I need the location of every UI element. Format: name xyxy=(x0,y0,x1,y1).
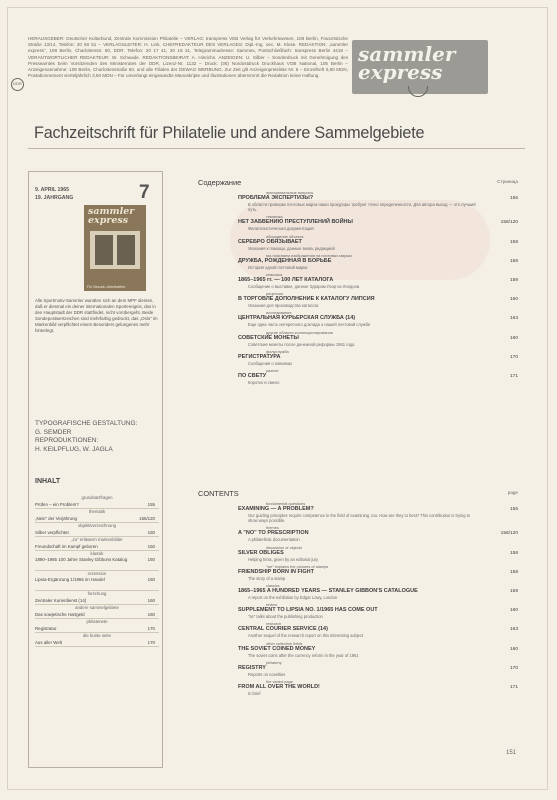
contents-entry xyxy=(198,641,518,658)
entry-page: 155 xyxy=(509,507,518,512)
entry-category: "we" explains the pictures of stamps xyxy=(266,563,329,569)
title-rule xyxy=(28,148,525,149)
issue-date: 9. APRIL 1965 xyxy=(35,187,70,193)
entry-description: Коротко и смело xyxy=(248,380,280,386)
toc-category: forschung xyxy=(87,591,107,596)
entry-title xyxy=(198,277,518,284)
entry-description: Сообщение о выставке, данное Эдгаром Лоэр из Лондона xyxy=(248,284,360,290)
toc-category: philatenete xyxy=(86,619,108,624)
brand-line-2: express xyxy=(358,60,443,84)
entry-description: Указания к помощи, данные вновь редакцией xyxy=(248,245,335,251)
toc-category: andere sammelgebiete xyxy=(75,605,119,610)
issue-number: 7 xyxy=(139,182,150,203)
entry-description: Helping hints, given by an editorial jury xyxy=(248,556,319,562)
issue-date-block xyxy=(35,186,73,202)
contents-entry xyxy=(198,583,518,600)
cover-thumbnail xyxy=(84,205,146,291)
entry-page: 159 xyxy=(509,278,518,284)
entry-title xyxy=(198,506,518,513)
toc-page: 160 xyxy=(147,598,155,603)
contents-entry xyxy=(198,310,518,327)
toc-row xyxy=(35,557,159,571)
contents-entry xyxy=(198,253,518,270)
entry-page: 163 xyxy=(509,316,518,322)
entry-page: 170 xyxy=(509,665,518,671)
entry-category: исследование xyxy=(266,310,292,316)
entry-title xyxy=(198,626,518,633)
inhalt-list xyxy=(35,495,159,647)
cover-title-1: sammler xyxy=(88,206,135,217)
toc-page: 155 xyxy=(147,502,155,507)
entry-description: "se" talks about the publishing production xyxy=(248,614,323,620)
entry-title xyxy=(198,373,518,380)
toc-category: „zu“ erläutern markenbilder xyxy=(71,537,123,542)
toc-title: Das sowjetische Hartgeld xyxy=(35,612,85,617)
entry-description: The soviet coins after the currency reform in the year of 1961 xyxy=(248,652,359,658)
stamp-left xyxy=(95,235,113,265)
toc-title: 1890–1965 100 Jahre Stanley Gibbons Katalog xyxy=(35,557,128,562)
contents-entry xyxy=(198,564,518,581)
cover-stamp-image xyxy=(90,231,140,269)
entry-title xyxy=(198,296,518,303)
toc-row xyxy=(35,639,159,647)
entry-title-text: REGISTRY xyxy=(238,664,266,671)
contents-entry xyxy=(198,190,518,212)
russian-page-header: Страница xyxy=(497,179,518,184)
toc-page: 150 xyxy=(147,557,155,562)
entry-category: обсуждение объекта xyxy=(266,233,304,239)
english-heading: CONTENTS xyxy=(198,489,239,498)
entry-description: История одной почтовой марки xyxy=(248,264,308,270)
entry-page: 170 xyxy=(509,354,518,360)
entry-page: 159 xyxy=(509,589,518,595)
entry-title xyxy=(198,550,518,557)
cover-title-2: express xyxy=(88,215,129,226)
entry-title-text: НЕТ ЗАБВЕНИЮ ПРЕСТУПЛЕНИЙ ВОЙНЫ xyxy=(238,219,353,226)
toc-row xyxy=(35,611,159,619)
toc-row xyxy=(35,543,159,551)
entry-page: 158 xyxy=(509,258,518,264)
entry-category: мы поясняем изображения на почтовых марках xyxy=(266,252,353,258)
brand-line-1: sammler xyxy=(358,42,456,66)
contents-entry xyxy=(198,660,518,677)
entry-title-text: 1865–1965 A HUNDRED YEARS — STANLEY GIBBON'S CATALOGUE xyxy=(238,588,418,595)
issue-sidebar xyxy=(28,171,163,768)
entry-description: A philatelistic documentation xyxy=(248,537,300,543)
toc-row xyxy=(35,501,159,509)
entry-title-text: РЕГИСТРАТУРА xyxy=(238,353,281,360)
entry-title-text: ПО СВЕТУ xyxy=(238,373,267,380)
entry-category: тематика xyxy=(266,214,283,220)
typo-name: G. SEMDER xyxy=(35,428,72,436)
entry-page: 155 xyxy=(509,196,518,201)
entry-title xyxy=(198,315,518,322)
entry-title-text: SUPPLEMENT TO LIPSIA NO. 1/1965 HAS COME OUT xyxy=(238,607,378,614)
entry-title xyxy=(198,239,518,246)
entry-title-text: СОВЕТСКИЕ МОНЕТЫ xyxy=(238,334,299,341)
entry-category: разное xyxy=(266,368,279,374)
credits xyxy=(35,420,137,454)
toc-page: 160 xyxy=(147,612,155,617)
toc-title: Freundschaft im Kampf geboren xyxy=(35,544,98,549)
contents-entry xyxy=(198,525,518,542)
russian-entry-list xyxy=(198,190,518,385)
entry-title-text: A "NO" TO PRESCRIPTION xyxy=(238,530,309,537)
entry-title-text: ДРУЖБА, РОЖДЕННАЯ В БОРЬБЕ xyxy=(238,257,332,264)
toc-page: 150 xyxy=(147,544,155,549)
toc-row xyxy=(35,577,159,591)
entry-page: 160 xyxy=(509,646,518,652)
toc-title: Silber verpflichtet xyxy=(35,530,69,535)
entry-title xyxy=(198,684,518,691)
entry-description: The story of a stamp xyxy=(248,575,286,581)
contents-entry xyxy=(198,368,518,385)
entry-description: In brief xyxy=(248,691,261,697)
entry-description: Советские монеты после денежной реформы 1961 года xyxy=(248,341,355,347)
entry-title-text: СЕРЕБРО ОБЯЗЫВАЕТ xyxy=(238,238,302,245)
toc-category: die bunte seite xyxy=(83,633,111,638)
toc-page: 170 xyxy=(147,640,155,645)
entry-category: принципиальные вопросы xyxy=(266,190,314,195)
entry-category: other collection fields xyxy=(266,640,303,646)
entry-description: Another sequel of the research report on this interesting subject xyxy=(248,633,364,639)
english-entry-list xyxy=(198,501,518,696)
toc-row xyxy=(35,529,159,537)
entry-category: review xyxy=(266,602,278,608)
publisher-logo: DDR xyxy=(11,78,24,91)
entry-category: fundamental questions xyxy=(266,501,306,506)
entry-category: другие области коллекционирования xyxy=(266,329,333,335)
toc-title: Registratur xyxy=(35,626,57,631)
entry-description: Our guiding principles require competence in the field of examining, too. How are they to best? This contribution is trying to show ways possible. xyxy=(248,513,471,524)
entry-description: A report on the exhibition by Edgar Lowy, London xyxy=(248,595,338,601)
masthead-imprint: HERAUSGEBER: Deutscher Kulturbund, Zentrale Kommission Philatelie – VERLAG: transpress VEB Verlag für Verkehrswesen, 108 Berlin, Französische Straße 13/14, Telefon: 20 50 51 – VERLAGSLEITER: H. Link, CHEFREDAKTEUR DES VERLAGES: Dipl.-Ing. oec. M. Klose. REDAKTION: „sammler express“, 108 Berlin, Charlottenstr. 60, DDR. Telefon: 20 17 41, 20 16 31, Telegrammadresse: Sammex, Postschließfach: transpress Berlin 4418 – VERANTWORTLICHER REDAKTEUR: W. Schwade. REDAKTIONSBEIRAT: A. Hinrichs. ANZEIGEN: U. Silber – Sonderdruck mit Genehmigung des Presseamtes beim Vorsitzenden des Ministerrates der DDR, Lizenz-Nr. 1132 – Druck: (36) Nordostdruck Druckhaus VOB National, 105 Berlin – Anzeigenannahme: 108 Berlin, Charlottenstraße 60, und alle Filialen der DEWAG WERBUNG. Zur Zeit gilt Anzeigenpreisliste Nr. 6 – Einzelheft 0,60 MDN, Postabonnement vierteljährlich 3,60 MDN – Für unverlangt eingesandte Manuskripte und Illustrationen übernimmt die Redaktion keine Haftung. xyxy=(28,36,348,79)
entry-category: discussion of objects xyxy=(266,544,302,550)
entry-category: philateny xyxy=(266,659,282,665)
sammler-express-logo xyxy=(352,40,488,94)
toc-category: rezension xyxy=(87,571,107,576)
issue-year: 19. JAHRGANG xyxy=(35,195,74,201)
page-title: Fachzeitschrift für Philatelie und andere Sammelgebiete xyxy=(34,124,425,142)
entry-title xyxy=(198,530,518,537)
toc-title: Prüfen – ein Problem? xyxy=(35,502,79,507)
entry-title xyxy=(198,258,518,265)
entry-title xyxy=(198,569,518,576)
english-contents xyxy=(198,487,518,698)
repro-label: REPRODUKTIONEN: xyxy=(35,437,99,444)
entry-category: филуслужба xyxy=(266,348,289,354)
entry-page: 171 xyxy=(509,685,518,691)
entry-category: research xyxy=(266,621,282,627)
entry-page: 158 xyxy=(509,569,518,575)
toc-row xyxy=(35,515,159,523)
contents-entry xyxy=(198,349,518,366)
russian-contents xyxy=(198,176,518,387)
toc-category: objektiverzeichnung xyxy=(78,523,116,528)
contents-entry xyxy=(198,272,518,289)
entry-page: 163 xyxy=(509,627,518,633)
russian-header xyxy=(198,176,518,190)
cover-title xyxy=(88,207,134,225)
contents-entry xyxy=(198,501,518,523)
entry-title-text: ЦЕНТРАЛЬНАЯ КУРЬЕРСКАЯ СЛУЖБА (14) xyxy=(238,315,356,322)
entry-page: 158 xyxy=(509,239,518,245)
entry-title-text: 1865–1965 гг. — 100 ЛЕТ КАТАЛОГА xyxy=(238,277,334,284)
toc-title: Zentraler Kurierdienst (14) xyxy=(35,598,87,603)
cover-description: Alle Sportmotiv-Sammler wandten sich an dem MPF dienten, daß er diesmal ein deiner internationalen Sportereignis, das in den Hauptstadt der DDR stattfindet, nicht vorübergeht. Beide Sondepostwertzeichen sind mehrfarbig gedruckt, das „Oslo“ im Markenbild verpflichtet einem Besonders gelungenes mehr hinterlegt. xyxy=(35,298,158,334)
entry-page: 160 xyxy=(509,608,518,614)
entry-title xyxy=(198,646,518,653)
toc-category: grundsatzfragen xyxy=(81,495,113,500)
entry-title-text: FROM ALL OVER THE WORLD! xyxy=(238,684,320,691)
toc-row xyxy=(35,597,159,605)
entry-category: themes xyxy=(266,525,279,531)
entry-page: 160 xyxy=(509,297,518,303)
entry-page: 171 xyxy=(509,374,518,380)
cover-subtitle: Für Besuch-Arbeitsleiter xyxy=(87,285,126,289)
entry-description: Филателистическая документация xyxy=(248,226,314,232)
contents-entry xyxy=(198,234,518,251)
entry-title-text: CENTRAL COURIER SERVICE (14) xyxy=(238,626,328,633)
repro-names: H. KEILPFLUG, W. JAGLA xyxy=(35,445,113,453)
entry-description: Еще одна часть интересного доклада о нашей почтовой службе xyxy=(248,322,371,328)
entry-category: the varied page xyxy=(266,679,293,685)
contents-entry xyxy=(198,330,518,347)
entry-page: 156/120 xyxy=(500,531,518,537)
entry-title xyxy=(198,354,518,361)
entry-category: классика xyxy=(266,272,283,278)
entry-title-text: EXAMINING — A PROBLEM? xyxy=(238,506,314,512)
entry-category: classics xyxy=(266,583,280,589)
entry-title xyxy=(198,219,518,226)
english-page-header: page xyxy=(507,490,518,495)
contents-entry xyxy=(198,545,518,562)
toc-category: thematik xyxy=(88,509,106,514)
entry-title xyxy=(198,588,518,595)
toc-page: 150 xyxy=(147,530,155,535)
contents-entry xyxy=(198,291,518,308)
entry-category: рецензия xyxy=(266,291,283,297)
entry-title xyxy=(198,665,518,672)
inhalt-heading: INHALT xyxy=(35,478,61,485)
toc-page: 160 xyxy=(147,577,155,582)
entry-title-text: FRIENDSHIP BORN IN FIGHT xyxy=(238,568,314,575)
toc-title: Aus aller Welt xyxy=(35,640,63,645)
entry-title xyxy=(198,195,518,202)
toc-title: „Nein“ der Verjährung xyxy=(35,516,77,521)
page-number: 151 xyxy=(506,750,517,756)
entry-description: Reports on novelties xyxy=(248,671,286,677)
toc-page: 156/120 xyxy=(139,516,155,521)
russian-heading: Содержание xyxy=(198,178,242,187)
toc-page: 170 xyxy=(147,626,155,631)
english-header xyxy=(198,487,518,501)
contents-entry xyxy=(198,679,518,696)
entry-description: Сообщения о новинках xyxy=(248,360,293,366)
contents-entry xyxy=(198,621,518,638)
entry-title-text: В ТОРГОВЛЕ ДОПОЛНЕНИЕ К КАТАЛОГУ ЛИПСИЯ xyxy=(238,296,375,303)
entry-title xyxy=(198,335,518,342)
toc-row xyxy=(35,625,159,633)
stamp-right xyxy=(117,235,135,265)
entry-page: 158 xyxy=(509,550,518,556)
entry-title xyxy=(198,607,518,614)
entry-description: В области проверки почтовых марок наши прокуроры требуют точно определенности. Для автора выход — это лучший путь. xyxy=(248,202,476,213)
toc-category: klassik xyxy=(90,551,104,556)
entry-page: 160 xyxy=(509,335,518,341)
entry-description: Указания для производства каталога xyxy=(248,303,319,309)
typo-label: TYPOGRAFISCHE GESTALTUNG: xyxy=(35,420,138,427)
entry-title-text: ПРОБЛЕМА ЭКСПЕРТИЗЫ? xyxy=(238,195,314,201)
entry-title-text: THE SOVIET COINED MONEY xyxy=(238,645,316,652)
entry-title-text: SILVER OBLIGES xyxy=(238,549,284,556)
entry-page: 156/120 xyxy=(500,220,518,226)
toc-title: Lipsia-Ergänzung 1/1965 im Handel xyxy=(35,577,105,582)
contents-entry xyxy=(198,602,518,619)
contents-entry xyxy=(198,214,518,231)
